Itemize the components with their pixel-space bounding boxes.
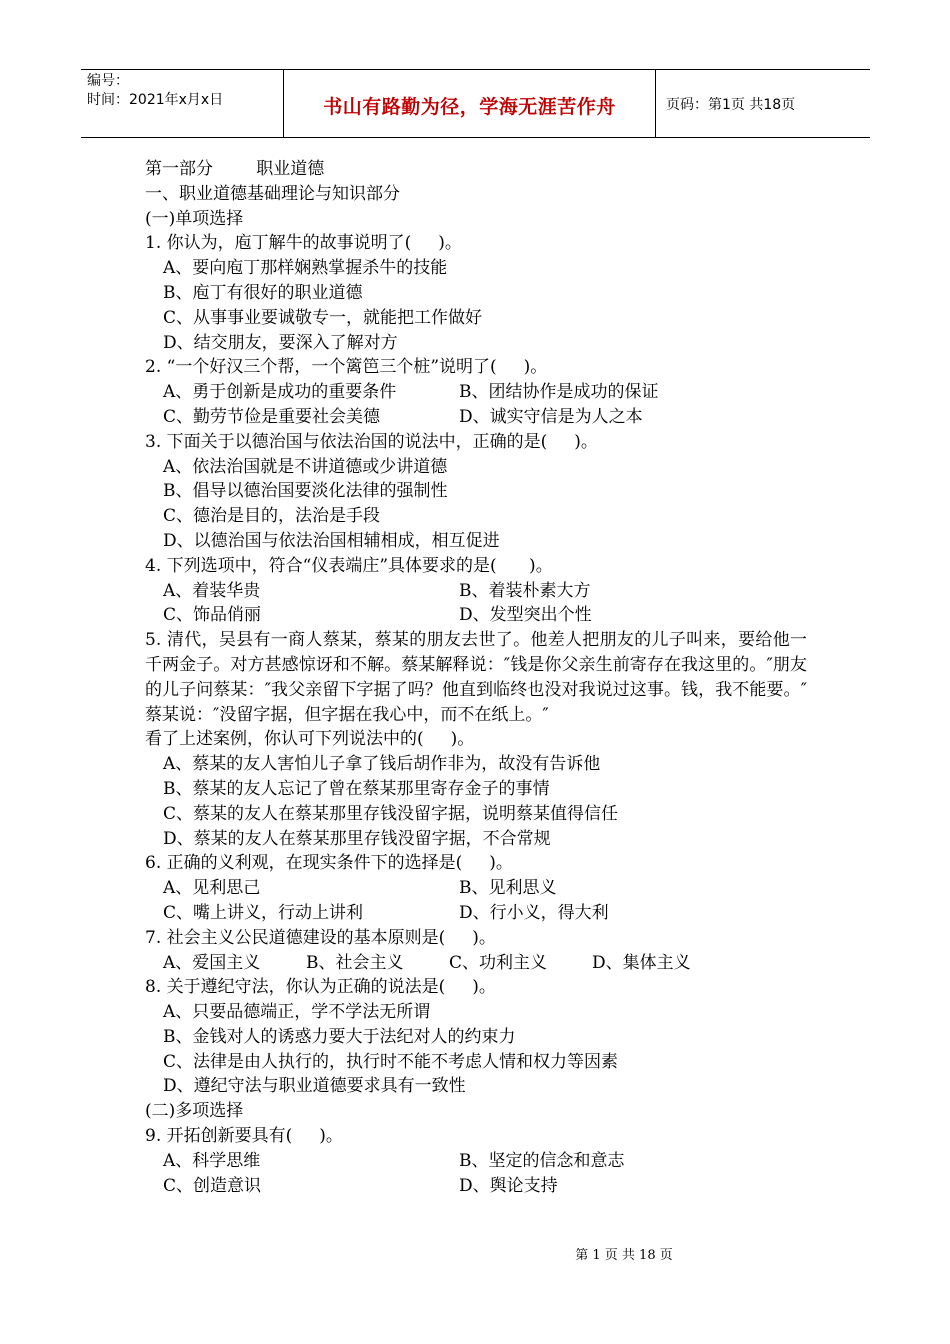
header-page-cell [656,70,870,137]
option: A、科学思维 [163,1150,261,1171]
option-row [145,901,825,926]
option: B、见利思义 [459,878,557,899]
option: A、依法治国就是不讲道德或少讲道德 [163,456,448,477]
question-2: 2. “一个好汉三个帮，一个篱笆三个桩”说明了( )。 [145,357,548,378]
option: A、要向庖丁那样娴熟掌握杀牛的技能 [163,258,448,279]
option: C、德治是目的，法治是手段 [163,506,381,527]
option: B、庖丁有很好的职业道德 [163,282,363,303]
option: B、坚定的信念和意志 [459,1150,625,1171]
option-row [145,951,825,976]
time-label: 时间：2021年x月x日 [87,92,224,108]
option: B、着装朴素大方 [459,580,591,601]
option: C、功利主义 [449,952,548,973]
option-row [145,579,825,604]
option: A、爱国主义 [163,952,261,973]
option-row [145,603,825,628]
page-code: 页码：第1页 共18页 [666,97,796,113]
option: C、勤劳节俭是重要社会美德 [163,406,381,427]
option: A、勇于创新是成功的重要条件 [163,382,397,403]
option: D、蔡某的友人在蔡某那里存钱没留字据，不合常规 [163,828,551,849]
motto: 书山有路勤为径，学海无涯苦作舟 [323,96,616,118]
number-label: 编号： [87,73,129,89]
option: C、从事事业要诚敬专一，就能把工作做好 [163,307,483,328]
option: A、蔡某的友人害怕儿子拿了钱后胡作非为，故没有告诉他 [163,754,601,775]
option: C、蔡某的友人在蔡某那里存钱没留字据，说明蔡某值得信任 [163,803,619,824]
question-6: 6. 正确的义利观，在现实条件下的选择是( )。 [145,853,513,874]
page-header [81,69,870,138]
question-8: 8. 关于遵纪守法，你认为正确的说法是( )。 [145,977,496,998]
option-row [145,876,825,901]
option: D、行小义，得大利 [459,902,609,923]
subsection-title: 一、职业道德基础理论与知识部分 [145,183,400,204]
header-motto-cell [284,70,656,137]
document-body [145,157,825,1198]
question-9: 9. 开拓创新要具有( )。 [145,1126,343,1147]
page-footer: 第 1 页 共 18 页 [575,1248,673,1263]
option: B、团结协作是成功的保证 [459,382,659,403]
option: B、倡导以德治国要淡化法律的强制性 [163,481,448,502]
option: D、以德治国与依法治国相辅相成，相互促进 [163,530,500,551]
option-row [145,380,825,405]
section-title: 第一部分 职业道德 [145,159,325,179]
option: A、着装华贵 [163,580,261,601]
option-row [145,1149,825,1174]
question-7: 7. 社会主义公民道德建设的基本原则是( )。 [145,927,496,948]
option: D、发型突出个性 [459,605,592,626]
question-5-prompt: 看了上述案例，你认可下列说法中的( )。 [145,729,475,750]
option: D、舆论支持 [459,1175,558,1196]
option: C、饰品俏丽 [163,605,262,626]
group-multiple-choice: (二)多项选择 [145,1101,244,1122]
option: C、法律是由人执行的，执行时不能不考虑人情和权力等因素 [163,1051,619,1072]
question-1: 1. 你认为，庖丁解牛的故事说明了( )。 [145,233,462,254]
group-single-choice: (一)单项选择 [145,208,244,229]
option: B、蔡某的友人忘记了曾在蔡某那里寄存金子的事情 [163,778,550,799]
header-info-cell [81,70,284,137]
option: D、遵纪守法与职业道德要求具有一致性 [163,1076,466,1097]
option: B、社会主义 [306,952,404,973]
option-row [145,405,825,430]
option-row [145,1174,825,1199]
option: C、嘴上讲义，行动上讲利 [163,902,364,923]
question-5: 5. 清代，吴县有一商人蔡某，蔡某的朋友去世了。他差人把朋友的儿子叫来，要给他一千两金子。对方甚感惊讶和不解。蔡某解释说：″钱是你父亲生前寄存在我这里的。″朋友的儿子问蔡某：″我父亲留下字据了吗？他直到临终也没对我说过这事。钱，我不能要。″蔡某说：″没留字据，但字据在我心中，而不在纸上。″ [145,630,807,725]
option: D、集体主义 [592,952,691,973]
option: C、创造意识 [163,1175,262,1196]
option: A、见利思己 [163,878,261,899]
option: B、金钱对人的诱惑力要大于法纪对人的约束力 [163,1026,516,1047]
option: D、结交朋友，要深入了解对方 [163,332,398,353]
option: A、只要品德端正，学不学法无所谓 [163,1002,431,1023]
question-4: 4. 下列选项中，符合“仪表端庄”具体要求的是( )。 [145,555,553,576]
option: D、诚实守信是为人之本 [459,406,643,427]
question-3: 3. 下面关于以德治国与依法治国的说法中，正确的是( )。 [145,431,598,452]
